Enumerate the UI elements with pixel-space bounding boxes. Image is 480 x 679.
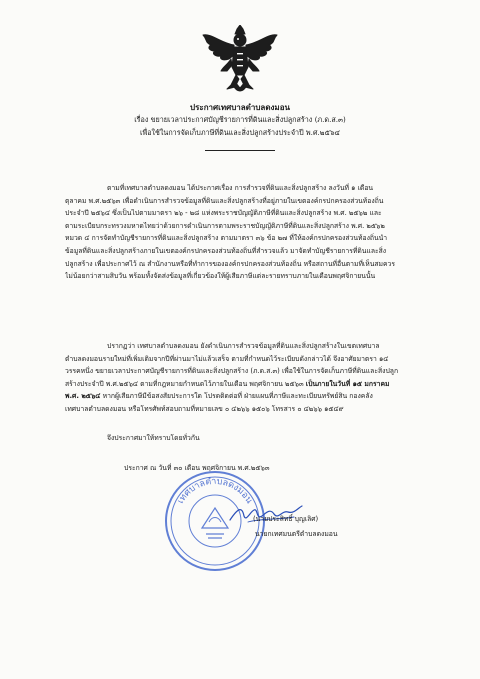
stamp-label: เทศบาลตำบลดงมอน	[175, 476, 254, 506]
closing-statement	[65, 432, 420, 445]
subject-line-continued: เพื่อใช้ในการจัดเก็บภาษีที่ดินและสิ่งปลูกสร้างประจำปี พ.ศ.๒๕๖๔	[140, 128, 340, 137]
para1-line: ตามระเบียบกระทรวงมหาดไทยว่าด้วยการดำเนินการตามพระราชบัญญัติภาษีที่ดินและสิ่งปลูกสร้าง พ.ศ. ๒๕๖๒	[65, 221, 385, 230]
para1-line: ตุลาคม พ.ศ.๒๕๖๓ เพื่อดำเนินการสำรวจข้อมูลที่ดินและสิ่งปลูกสร้างที่อยู่ภายในเขตองค์กรปกครองส่วนท้องถิ่น	[65, 196, 384, 205]
para2-text: สร้างประจำปี พ.ศ.๒๕๖๔ ตามที่กฎหมายกำหนดไว้ภายในเดือน พฤศจิกายน ๒๕๖๓	[65, 379, 306, 388]
deadline-highlight: เป็นภายในวันที่ ๑๕ มกราคม	[305, 379, 390, 388]
para1-line: ข้อมูลที่ดินและสิ่งปลูกสร้างภายในเขตองค์กรปกครองส่วนท้องถิ่นที่สำรวจแล้ว มาจัดทำบัญชีรายการที่ดินและสิ่ง	[65, 246, 387, 255]
announcement-date: ประกาศ ณ วันที่ ๓๐ เดือน พฤศจิกายน พ.ศ.๒๕๖๓	[124, 464, 270, 472]
para1-line: ปลูกสร้าง เพื่อประกาศไว้ ณ สำนักงานหรือที่ทำการขององค์กรปกครองส่วนท้องถิ่น หรือสถานที่อื่นตามที่เห็นสมควร	[65, 259, 396, 268]
closing-line: จึงประกาศมาให้ทราบโดยทั่วกัน	[107, 434, 200, 442]
para2-line: ปรากฏว่า เทศบาลตำบลดงมอน ยังดำเนินการสำรวจข้อมูลที่ดินและสิ่งปลูกสร้างในเขตเทศบาล	[107, 342, 380, 350]
para2-line: วรรคหนึ่ง ขยายเวลาประกาศบัญชีรายการที่ดินและสิ่งปลูกสร้าง (ภ.ด.ส.๓) เพื่อใช้ในการจัดเก็บภาษีที่ดินและสิ่งปลูก	[65, 367, 399, 376]
para1-line: ไม่น้อยกว่าสามสิบวัน พร้อมทั้งจัดส่งข้อมูลที่เกี่ยวข้องให้ผู้เสียภาษีแต่ละรายทราบภายในเดือนพฤศจิกายนนั้น	[65, 272, 376, 281]
para1-line: ประจำปี ๒๕๖๔ ซึ่งเป็นไปตามมาตรา ๒๖ - ๒๘ แห่งพระราชบัญญัติภาษีที่ดินและสิ่งปลูกสร้าง พ.ศ. ๒๕๖๒ และ	[65, 209, 382, 218]
signatory-position: นายกเทศมนตรีตำบลดงมอน	[255, 530, 338, 538]
header-divider	[205, 150, 275, 151]
announcement-title: ประกาศเทศบาลตำบลดงมอน	[190, 103, 290, 112]
deadline-year-highlight: พ.ศ. ๒๕๖๔	[65, 392, 101, 401]
signatory-name: (นายประสิทธิ์ บุญเลิศ)	[253, 515, 319, 523]
body-paragraph-1	[65, 182, 420, 283]
para2-line: เทศบาลตำบลดงมอน หรือโทรศัพท์สอบถามที่หมายเลข ๐ ๔๒๖๖ ๑๕๐๖ โทรสาร ๐ ๔๒๖๖ ๑๕๔๙	[65, 404, 344, 413]
garuda-emblem-icon	[201, 25, 279, 93]
para1-line: ตามที่เทศบาลตำบลดงมอน ได้ประกาศเรื่อง การสำรวจที่ดินและสิ่งปลูกสร้าง ลงวันที่ ๑ เดือน	[107, 184, 374, 192]
body-paragraph-2	[65, 340, 420, 416]
subject-line: เรื่อง ขยายเวลาประกาศบัญชีรายการที่ดินและสิ่งปลูกสร้าง (ภ.ด.ส.๓)	[134, 115, 346, 124]
para2-line	[65, 378, 420, 391]
para2-line	[65, 390, 420, 403]
para1-line: หมวด ๔ การจัดทำบัญชีรายการที่ดินและสิ่งปลูกสร้าง ตามมาตรา ๓๖ ข้อ ๒๗ ที่ให้องค์กรปกครองส่วนท้องถิ่นนำ	[65, 234, 388, 243]
para2-text: หากผู้เสียภาษีมีข้อสงสัยประการใด โปรดติดต่อที่ ฝ่ายแผนที่ภาษีและทะเบียนทรัพย์สิน กองคลัง	[100, 392, 373, 401]
para2-line: ตำบลดงมอนรายใหม่ที่เพิ่มเติมจากปีที่ผ่านมาไม่แล้วเสร็จ ตามที่กำหนดไว้ระเบียบดังกล่าวได้ จึงอาศัยมาตรา ๑๔	[65, 354, 389, 363]
